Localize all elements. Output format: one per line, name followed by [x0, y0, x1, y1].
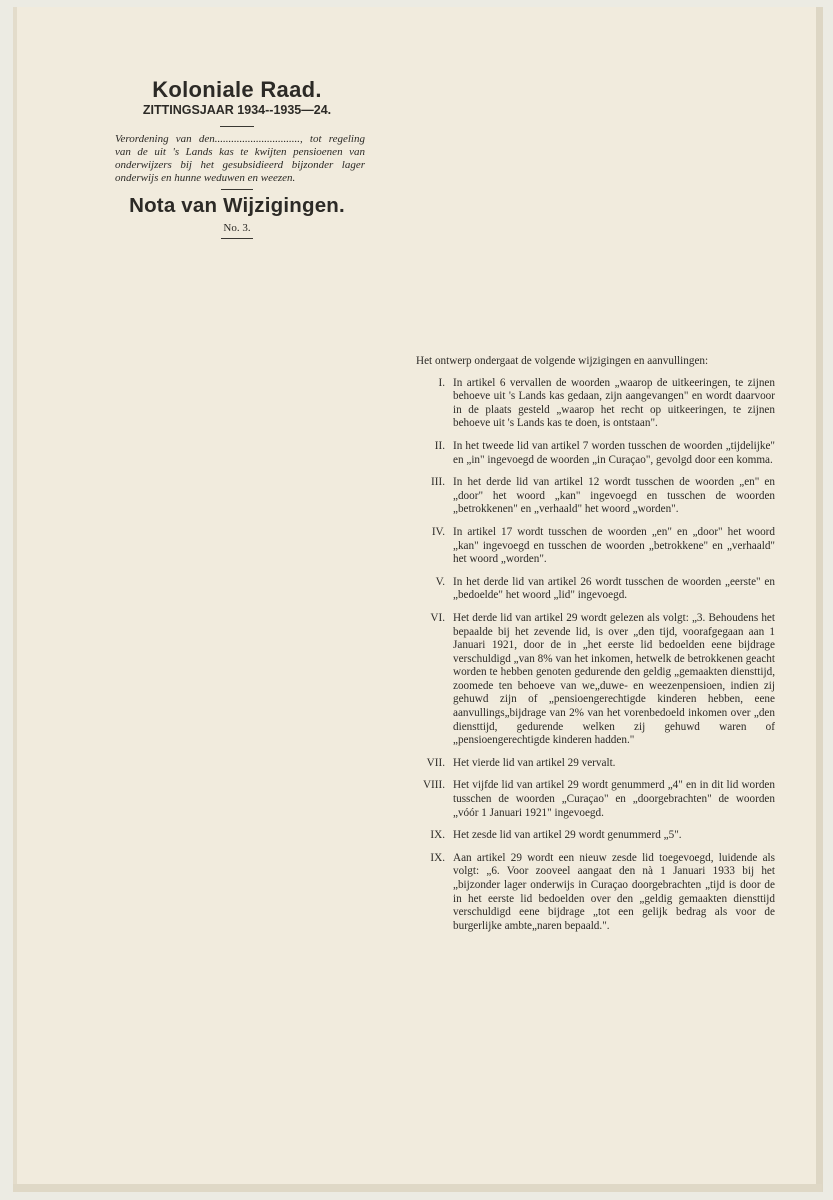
amendment-text: In het derde lid van artikel 12 wordt tusschen de woorden „en" en „door" het woord „kan" ingevoegd en tusschen de woorden „betrokkenen" en „verhaald" het woord „worden". — [453, 476, 775, 516]
divider-rule — [220, 126, 254, 127]
amendment-numeral: IX. — [430, 829, 445, 842]
amendment-item — [405, 612, 775, 748]
amendment-text: Het vierde lid van artikel 29 vervalt. — [453, 756, 616, 769]
nota-heading: Nota van Wijzigingen. — [129, 194, 345, 217]
amendments-body — [405, 355, 775, 942]
amendment-item — [405, 440, 775, 467]
amendment-numeral: V. — [435, 575, 445, 588]
page-edge-left — [13, 7, 17, 1192]
amendment-item — [405, 779, 775, 820]
amendment-item — [405, 757, 775, 771]
session-year: ZITTINGSJAAR 1934--1935—24. — [142, 103, 332, 117]
amendment-text: Aan artikel 29 wordt een nieuw zesde lid toegevoegd, luidende als volgt: „6. Voor zooveel aangaat den nà 1 Januari 1933 bij het „bijzonder lager onderwijs in Curaçao doorgebrachten „tijd is door de in het eerste lid bedoelden over den „geldig gemaakten diensttijd verschuldigd eene bijdrage „tot een gelijk bedrag als voor de burgerlijke ambte„naren bepaald.". — [453, 851, 775, 932]
amendment-text: In artikel 6 vervallen de woorden „waarop de uitkeeringen, te zijnen behoeve uit 's Lands kas gedaan, zijn aangevangen" en wordt daarvoor in de plaats gesteld „waarop het recht op uitkeeringen, te zijnen behoeve uit 's Lands kas te doen, is ontstaan". — [453, 376, 775, 430]
page-bottom-band — [13, 1184, 822, 1192]
amendment-text: Het derde lid van artikel 29 wordt gelezen als volgt: „3. Behoudens het bepaalde bij het zevende lid, is over „den tijd, voorafgegaan aan 1 Januari 1921, door de in „het eerste lid bedoelden eene bijdrage verschuldigd „van 8% van het inkomen, hetwelk de betrokkenen geacht worden te hebben genoten gedurende den geldig „gemaakten diensttijd, zoomede ten behoeve van we„duwe- en weezenpensioen, indien zij gehuwd zijn of „pensioengerechtigde kinderen hebben, eene aanvullings„bijdrage van 2% van het vorenbedoeld inkomen over „den diensttijd, gedurende welken zij gehuwd waren of „pensioengerechtigde kinderen hadden." — [453, 611, 775, 747]
council-title: Koloniale Raad. — [152, 77, 322, 102]
amendment-item — [405, 476, 775, 517]
amendment-numeral: VI. — [430, 611, 445, 624]
amendment-text: Het vijfde lid van artikel 29 wordt genummerd „4" en in dit lid worden tusschen de woorden „Curaçao" en „doorgebrachten" de woorden „vóór 1 Januari 1921" ingevoegd. — [453, 779, 775, 819]
amendment-text: In het derde lid van artikel 26 wordt tusschen de woorden „eerste" en „bedoelde" het woord „lid" ingevoegd. — [453, 575, 775, 602]
ordinance-description: Verordening van den..............................., tot regeling van de uit 's Lands kas te kwijten pensioenen van onderwijzers bij het gesubsidieerd bijzonder lager onderwijs en hunne weduwen en weezen. — [115, 133, 365, 184]
page-edge-right — [816, 7, 822, 1192]
amendment-item — [405, 526, 775, 567]
amendment-numeral: I. — [438, 376, 445, 389]
amendment-item — [405, 829, 775, 843]
amendment-numeral: IX. — [430, 851, 445, 864]
divider-rule — [221, 189, 253, 190]
document-number: No. 3. — [221, 222, 252, 239]
amendment-list — [405, 377, 775, 934]
amendment-item — [405, 576, 775, 603]
amendment-text: In artikel 17 wordt tusschen de woorden „en" en „door" het woord „kan" ingevoegd en tusschen de woorden „betrokkene" en „verhaald" het woord „worden". — [453, 525, 775, 566]
document-header — [106, 78, 368, 239]
intro-paragraph: Het ontwerp ondergaat de volgende wijzigingen en aanvullingen: — [416, 355, 709, 367]
amendment-numeral: VII. — [426, 756, 445, 769]
amendment-item — [405, 377, 775, 431]
amendment-numeral: III. — [431, 476, 445, 489]
amendment-numeral: II. — [434, 439, 445, 452]
amendment-item — [405, 852, 775, 934]
amendment-numeral: VIII. — [422, 779, 445, 792]
amendment-text: Het zesde lid van artikel 29 wordt genummerd „5". — [453, 829, 682, 842]
amendment-numeral: IV. — [431, 525, 445, 538]
amendment-text: In het tweede lid van artikel 7 worden tusschen de woorden „tijdelijke" en „in" ingevoegd de woorden „in Curaçao", gevolgd door een komma. — [453, 439, 775, 466]
